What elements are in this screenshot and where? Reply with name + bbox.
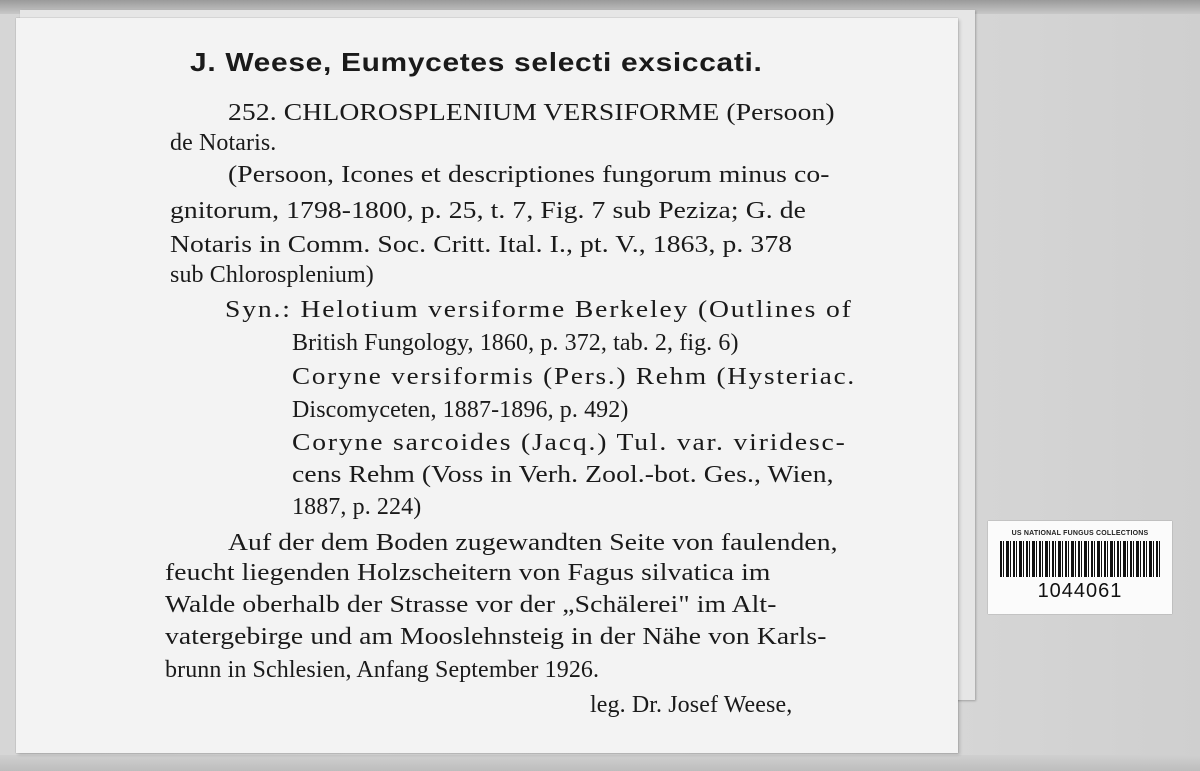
label-line-4: gnitorum, 1798-1800, p. 25, t. 7, Fig. 7 sub Peziza; G. de <box>170 198 807 224</box>
barcode-number: 1044061 <box>1037 580 1123 602</box>
label-line-6: sub Chlorosplenium) <box>170 262 374 288</box>
label-line-12: cens Rehm (Voss in Verh. Zool.-bot. Ges., Wien, <box>292 462 834 488</box>
label-line-3: (Persoon, Icones et descriptiones fungorum minus co- <box>228 162 830 188</box>
barcode-label <box>988 521 1172 614</box>
label-line-16: Walde oberhalb der Strasse vor der „Schälerei" im Alt- <box>165 592 777 618</box>
collector-line: leg. Dr. Josef Weese, <box>590 692 793 718</box>
label-line-14: Auf der dem Boden zugewandten Seite von faulenden, <box>228 530 838 556</box>
barcode-bars <box>1000 541 1160 577</box>
label-line-5: Notaris in Comm. Soc. Critt. Ital. I., pt. V., 1863, p. 378 <box>170 232 793 258</box>
label-line-11: Coryne sarcoides (Jacq.) Tul. var. viridesc- <box>292 430 847 456</box>
label-line-13: 1887, p. 224) <box>292 494 422 520</box>
label-line-17: vatergebirge und am Mooslehnsteig in der Nähe von Karls- <box>165 624 827 650</box>
label-line-10: Discomyceten, 1887-1896, p. 492) <box>292 397 629 423</box>
label-line-1: 252. CHLOROSPLENIUM VERSIFORME (Persoon) <box>228 100 835 126</box>
label-line-2: de Notaris. <box>170 130 277 156</box>
bottom-edge <box>0 755 1200 771</box>
barcode-caption: US NATIONAL FUNGUS COLLECTIONS <box>1011 530 1149 537</box>
label-line-15: feucht liegenden Holzscheitern von Fagus silvatica im <box>165 560 771 586</box>
label-line-9: Coryne versiformis (Pers.) Rehm (Hysteriac. <box>292 364 856 390</box>
label-line-8: British Fungology, 1860, p. 372, tab. 2, fig. 6) <box>292 330 739 356</box>
label-line-18: brunn in Schlesien, Anfang September 1926. <box>165 657 600 683</box>
label-line-7: Syn.: Helotium versiforme Berkeley (Outlines of <box>225 297 853 323</box>
label-title: J. Weese, Eumycetes selecti exsiccati. <box>190 47 763 77</box>
